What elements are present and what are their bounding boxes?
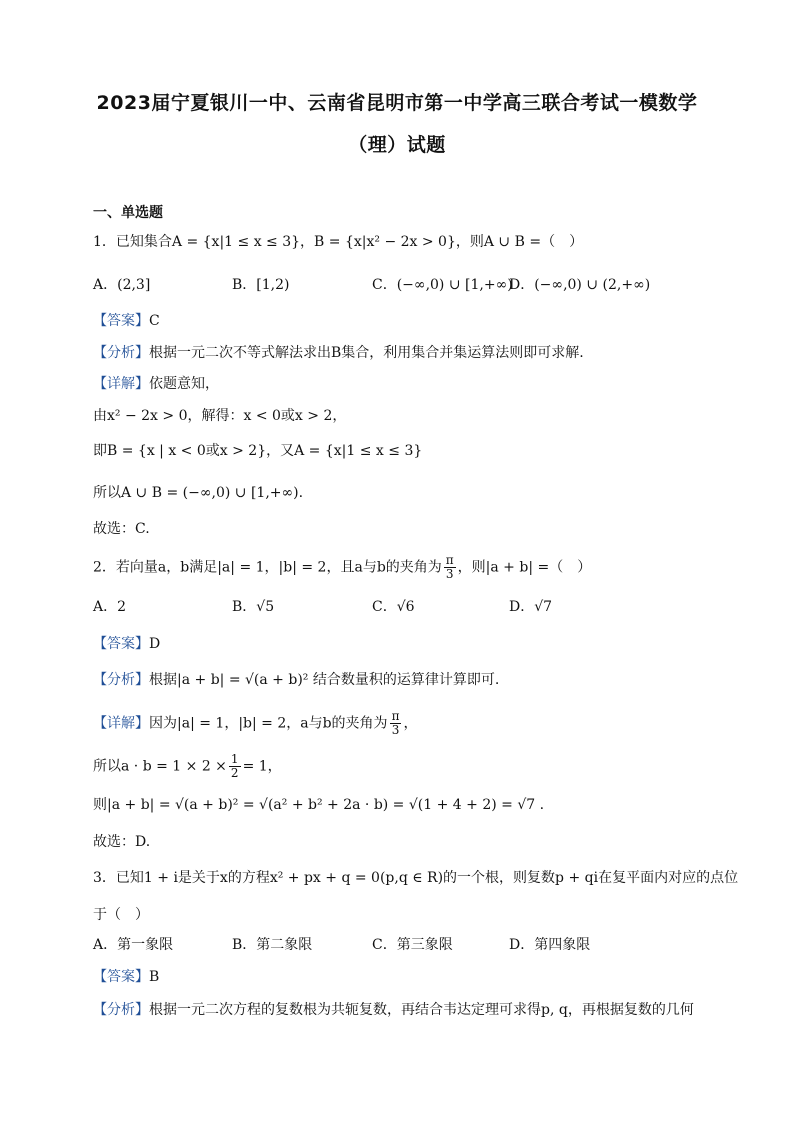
q2-detail-frac-num: π: [391, 709, 400, 723]
q3-option-d: D．第四象限: [509, 937, 591, 953]
q2-stem-part-1: 2．若向量a，b满足|a| = 1，|b| = 2，且a与b的夹角为: [93, 559, 442, 576]
analysis-tag: 【分析】: [93, 672, 149, 688]
detail-tag: 【详解】: [93, 715, 149, 732]
q2-detail-line: [93, 710, 417, 737]
q2-detail-2-fraction: [229, 753, 241, 780]
q2-option-a: A．2: [93, 599, 127, 615]
q1-analysis-line: [93, 343, 584, 363]
answer-tag: 【答案】: [93, 969, 149, 985]
q2-option-b: B．√5: [232, 599, 275, 615]
document-title-line-2: （理）试题: [348, 134, 446, 156]
q3-analysis-line: [93, 1000, 694, 1020]
q2-stem: [93, 554, 591, 581]
q2-detail-2-part-1: 所以a · b = 1 × 2 ×: [93, 758, 227, 775]
answer-tag: 【答案】: [93, 313, 149, 329]
q2-stem-part-2: ，则|a + b| =（ ）: [457, 559, 592, 576]
q2-detail-3: 则|a + b| = √(a + b)² = √(a² + b² + 2a · b) = √(1 + 4 + 2) = √7 .: [93, 797, 545, 813]
q2-detail-1-part-2: ，: [403, 715, 418, 732]
q1-detail-2: 由x² − 2x > 0，解得：x < 0或x > 2，: [93, 408, 347, 424]
q1-analysis: 根据一元二次不等式解法求出B集合，利用集合并集运算法则即可求解.: [149, 345, 584, 361]
q2-detail-2-part-2: = 1，: [242, 758, 282, 775]
q2-answer-line: [93, 634, 160, 654]
q2-detail-2-frac-den: 2: [230, 766, 239, 780]
q2-detail-frac-den: 3: [391, 723, 400, 737]
document-title-line-1: 2023届宁夏银川一中、云南省昆明市第一中学高三联合考试一模数学: [96, 92, 698, 114]
q3-stem-line-1: 3．已知1 + i是关于x的方程x² + px + q = 0(p,q ∈ R)的一个根，则复数p + qi在复平面内对应的点位: [93, 870, 739, 886]
q1-detail-3: 即B = {x | x < 0或x > 2}，又A = {x|1 ≤ x ≤ 3}: [93, 443, 423, 459]
q2-stem-frac-num: π: [445, 553, 454, 567]
q3-option-b: B．第二象限: [232, 937, 313, 953]
detail-tag: 【详解】: [93, 376, 149, 392]
q1-answer-line: [93, 311, 160, 331]
q1-detail-line: [93, 374, 219, 394]
analysis-tag: 【分析】: [93, 1002, 149, 1018]
q1-answer: C: [149, 313, 160, 329]
q1-option-c: C．(−∞,0) ∪ [1,+∞): [372, 277, 513, 293]
section-heading: 一、单选题: [93, 205, 163, 221]
q2-detail-2: [93, 753, 282, 780]
q1-conclusion: 故选：C.: [93, 521, 150, 537]
q3-analysis: 根据一元二次方程的复数根为共轭复数，再结合韦达定理可求得p, q，再根据复数的几何: [149, 1002, 694, 1018]
q2-detail-2-frac-num: 1: [230, 752, 239, 766]
q3-answer: B: [149, 969, 160, 985]
q1-detail-1: 依题意知，: [149, 376, 219, 392]
q2-stem-frac-den: 3: [445, 567, 454, 581]
q3-option-c: C．第三象限: [372, 937, 453, 953]
q1-option-a: A．(2,3]: [93, 277, 151, 293]
q2-analysis: 根据|a + b| = √(a + b)² 结合数量积的运算律计算即可.: [149, 672, 500, 688]
q2-detail-1-part-1: 因为|a| = 1，|b| = 2，a与b的夹角为: [149, 715, 388, 732]
q2-answer: D: [149, 636, 161, 652]
q2-analysis-line: [93, 670, 499, 690]
q2-stem-fraction: [444, 554, 456, 581]
q2-option-c: C．√6: [372, 599, 415, 615]
q2-detail-fraction: [390, 710, 402, 737]
q1-detail-4: 所以A ∪ B = (−∞,0) ∪ [1,+∞).: [93, 485, 304, 501]
answer-tag: 【答案】: [93, 636, 149, 652]
q2-option-d: D．√7: [509, 599, 553, 615]
analysis-tag: 【分析】: [93, 345, 149, 361]
q1-option-b: B．[1,2): [232, 277, 290, 293]
q3-stem-line-2: 于（ ）: [93, 907, 149, 923]
q3-option-a: A．第一象限: [93, 937, 174, 953]
q1-stem: 1．已知集合A = {x|1 ≤ x ≤ 3}，B = {x|x² − 2x > 0}，则A ∪ B =（ ）: [93, 234, 584, 250]
q3-answer-line: [93, 967, 159, 987]
q1-option-d: D．(−∞,0) ∪ (2,+∞): [509, 277, 651, 293]
q2-conclusion: 故选：D.: [93, 834, 151, 850]
